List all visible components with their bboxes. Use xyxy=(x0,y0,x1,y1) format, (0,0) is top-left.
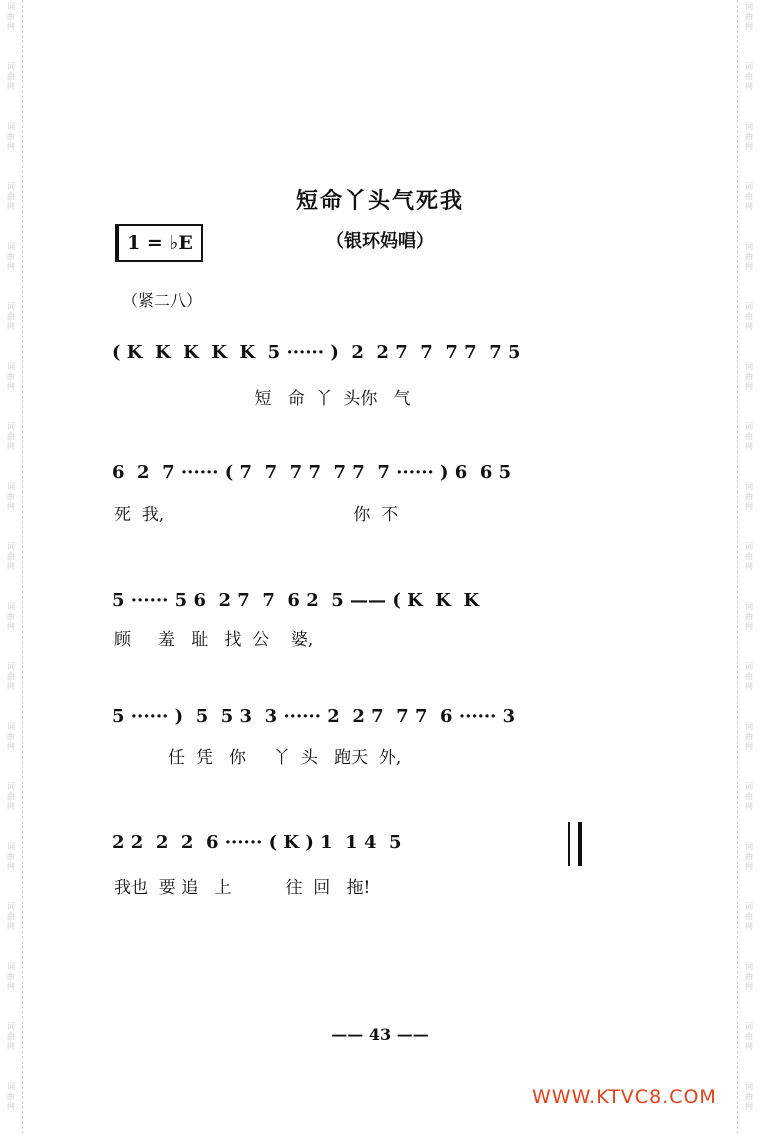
song-title: 短命丫头气死我 xyxy=(295,188,464,214)
notation-line-5: 2 2 2 2 6 ······ ( K ) 1 1 4 5 xyxy=(112,832,402,853)
side-watermark-text: 词 曲 网 xyxy=(7,2,15,31)
side-watermark-text: 词 曲 网 xyxy=(7,722,15,751)
notation-line-3: 5 ······ 5 6 2 7 7 6 2 5 —— ( K K K xyxy=(112,590,480,611)
final-barline xyxy=(568,822,582,866)
side-watermark-text: 词 曲 网 xyxy=(745,602,753,631)
side-watermark-text: 词 曲 网 xyxy=(7,1082,15,1111)
side-watermark-text: 词 曲 网 xyxy=(7,1022,15,1051)
side-watermark-text: 词 曲 网 xyxy=(7,902,15,931)
side-watermark-text: 词 曲 网 xyxy=(745,2,753,31)
side-watermark-text: 词 曲 网 xyxy=(7,242,15,271)
side-watermark-text: 词 曲 网 xyxy=(745,782,753,811)
side-watermark-text: 词 曲 网 xyxy=(7,602,15,631)
notation-line-1: ( K K K K K 5 ······ ) 2 2 7 7 7 7 7 5 xyxy=(112,342,521,363)
side-watermark-text: 词 曲 网 xyxy=(745,182,753,211)
side-watermark-text: 词 曲 网 xyxy=(7,542,15,571)
lyric-line-4: 任 凭 你 丫 头 跑天 外, xyxy=(114,748,402,768)
key-signature: 1 = ♭E xyxy=(115,224,203,262)
song-subtitle: （银环妈唱） xyxy=(326,231,434,252)
side-watermark-text: 词 曲 网 xyxy=(745,1082,753,1111)
side-watermark-text: 词 曲 网 xyxy=(745,1022,753,1051)
lyric-line-3: 顾 羞 耻 找 公 婆, xyxy=(114,630,314,650)
notation-line-2: 6 2 7 ······ ( 7 7 7 7 7 7 7 ······ ) 6 6 5 xyxy=(112,462,512,483)
side-watermark-text: 词 曲 网 xyxy=(745,662,753,691)
site-watermark: WWW.KTVC8.COM xyxy=(532,1086,717,1108)
side-watermark-text: 词 曲 网 xyxy=(745,62,753,91)
side-watermark-text: 词 曲 网 xyxy=(745,122,753,151)
lyric-line-2: 死 我, 你 不 xyxy=(114,505,399,525)
side-watermark-text: 词 曲 网 xyxy=(745,242,753,271)
side-watermark-text: 词 曲 网 xyxy=(745,422,753,451)
side-watermark-text: 词 曲 网 xyxy=(7,422,15,451)
side-watermark-text: 词 曲 网 xyxy=(745,962,753,991)
side-watermark-text: 词 曲 网 xyxy=(7,782,15,811)
lyric-line-5: 我也 要 追 上 往 回 拖! xyxy=(114,878,371,898)
notation-line-4: 5 ······ ) 5 5 3 3 ······ 2 2 7 7 7 6 ······ 3 xyxy=(112,706,516,727)
side-watermark-text: 词 曲 网 xyxy=(745,482,753,511)
side-watermark-text: 词 曲 网 xyxy=(7,962,15,991)
side-watermark-text: 词 曲 网 xyxy=(7,662,15,691)
side-watermark-text: 词 曲 网 xyxy=(7,62,15,91)
side-watermark-text: 词 曲 网 xyxy=(7,842,15,871)
tempo-marking: （紧二八） xyxy=(122,291,203,310)
side-watermark-text: 词 曲 网 xyxy=(745,842,753,871)
side-watermark-text: 词 曲 网 xyxy=(7,482,15,511)
side-watermark-text: 词 曲 网 xyxy=(745,902,753,931)
side-watermark-text: 词 曲 网 xyxy=(745,722,753,751)
side-watermark-text: 词 曲 网 xyxy=(7,362,15,391)
side-watermark-text: 词 曲 网 xyxy=(7,122,15,151)
side-watermark-text: 词 曲 网 xyxy=(7,302,15,331)
side-watermark-text: 词 曲 网 xyxy=(745,302,753,331)
side-watermark-text: 词 曲 网 xyxy=(745,542,753,571)
side-watermark-text: 词 曲 网 xyxy=(7,182,15,211)
lyric-line-1: 短 命 丫 头你 气 xyxy=(114,389,411,409)
side-watermark-text: 词 曲 网 xyxy=(745,362,753,391)
page-number: —— 43 —— xyxy=(331,1025,429,1044)
